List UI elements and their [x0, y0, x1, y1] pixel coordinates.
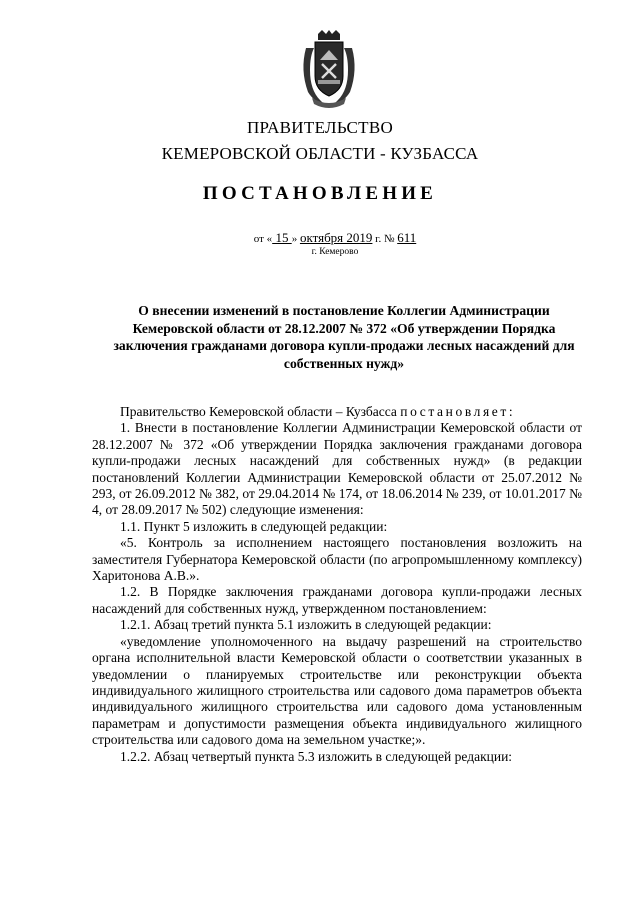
date-day: 15 [272, 230, 292, 245]
body-paragraph: «5. Контроль за исполнением настоящего постановления возложить на заместителя Губернатора Кемеровской области (по агропромышленному комплексу) Харитонова А.В.». [92, 535, 582, 584]
date-suffix: г. № [372, 233, 398, 245]
intro-end: : [508, 404, 513, 419]
document-title: О внесении изменений в постановление Коллегии Администрации Кемеровской области от 28.12.2007 № 372 «Об утверждении Порядка заключения гражданами договора купли-продажи лесных насаждений для собственных нужд» [113, 303, 575, 371]
document-date-line [0, 230, 640, 246]
document-body [92, 404, 582, 765]
intro-paragraph [92, 404, 582, 420]
intro-lead: Правительство Кемеровской области – Кузбасса [120, 404, 401, 419]
body-paragraph: 1.2. В Порядке заключения гражданами договора купли-продажи лесных насаждений для собственных нужд, утвержденном постановлением: [92, 584, 582, 616]
body-paragraph: «уведомление уполномоченного на выдачу разрешений на строительство органа исполнительной власти Кемеровской области о соответствии указанных в уведомлении о планируемых строительстве или реконструкции объекта индивидуального жилищного строительства или садового дома параметров объекта индивидуального жилищного строительства или садового дома установленным параметрам и допустимости размещения объекта индивидуального жилищного строительства или садового дома на земельном участке;». [92, 633, 582, 748]
document-type-heading: ПОСТАНОВЛЕНИЕ [202, 183, 438, 204]
body-paragraph: 1.2.2. Абзац четвертый пункта 5.3 изложить в следующей редакции: [120, 748, 513, 764]
date-month-year: октября 2019 [299, 230, 373, 245]
date-prefix: от « [253, 233, 273, 245]
intro-decree-word: постановляет [400, 404, 509, 419]
government-name-line1: ПРАВИТЕЛЬСТВО [246, 118, 394, 137]
document-number: 611 [397, 230, 417, 245]
date-mid: » [291, 233, 300, 245]
kemerovo-coat-of-arms-icon [298, 30, 360, 110]
body-paragraph: 1. Внести в постановление Коллегии Администрации Кемеровской области от 28.12.2007 № 372 «Об утверждении Порядка заключения гражданами договора купли-продажи лесных насаждений для собственных нужд» (в редакции постановлений Коллегии Администрации Кемеровской области от 25.07.2012 № 293, от 26.09.2012 № 382, от 29.04.2014 № 174, от 18.06.2014 № 239, от 10.01.2017 № 4, от 28.09.2017 № 502) следующие изменения: [92, 420, 582, 518]
government-name-line2: КЕМЕРОВСКОЙ ОБЛАСТИ - КУЗБАССА [161, 144, 479, 163]
document-city: г. Кемерово [311, 247, 359, 257]
body-paragraph: 1.1. Пункт 5 изложить в следующей редакции: [120, 518, 388, 534]
body-paragraph: 1.2.1. Абзац третий пункта 5.1 изложить в следующей редакции: [120, 617, 492, 633]
